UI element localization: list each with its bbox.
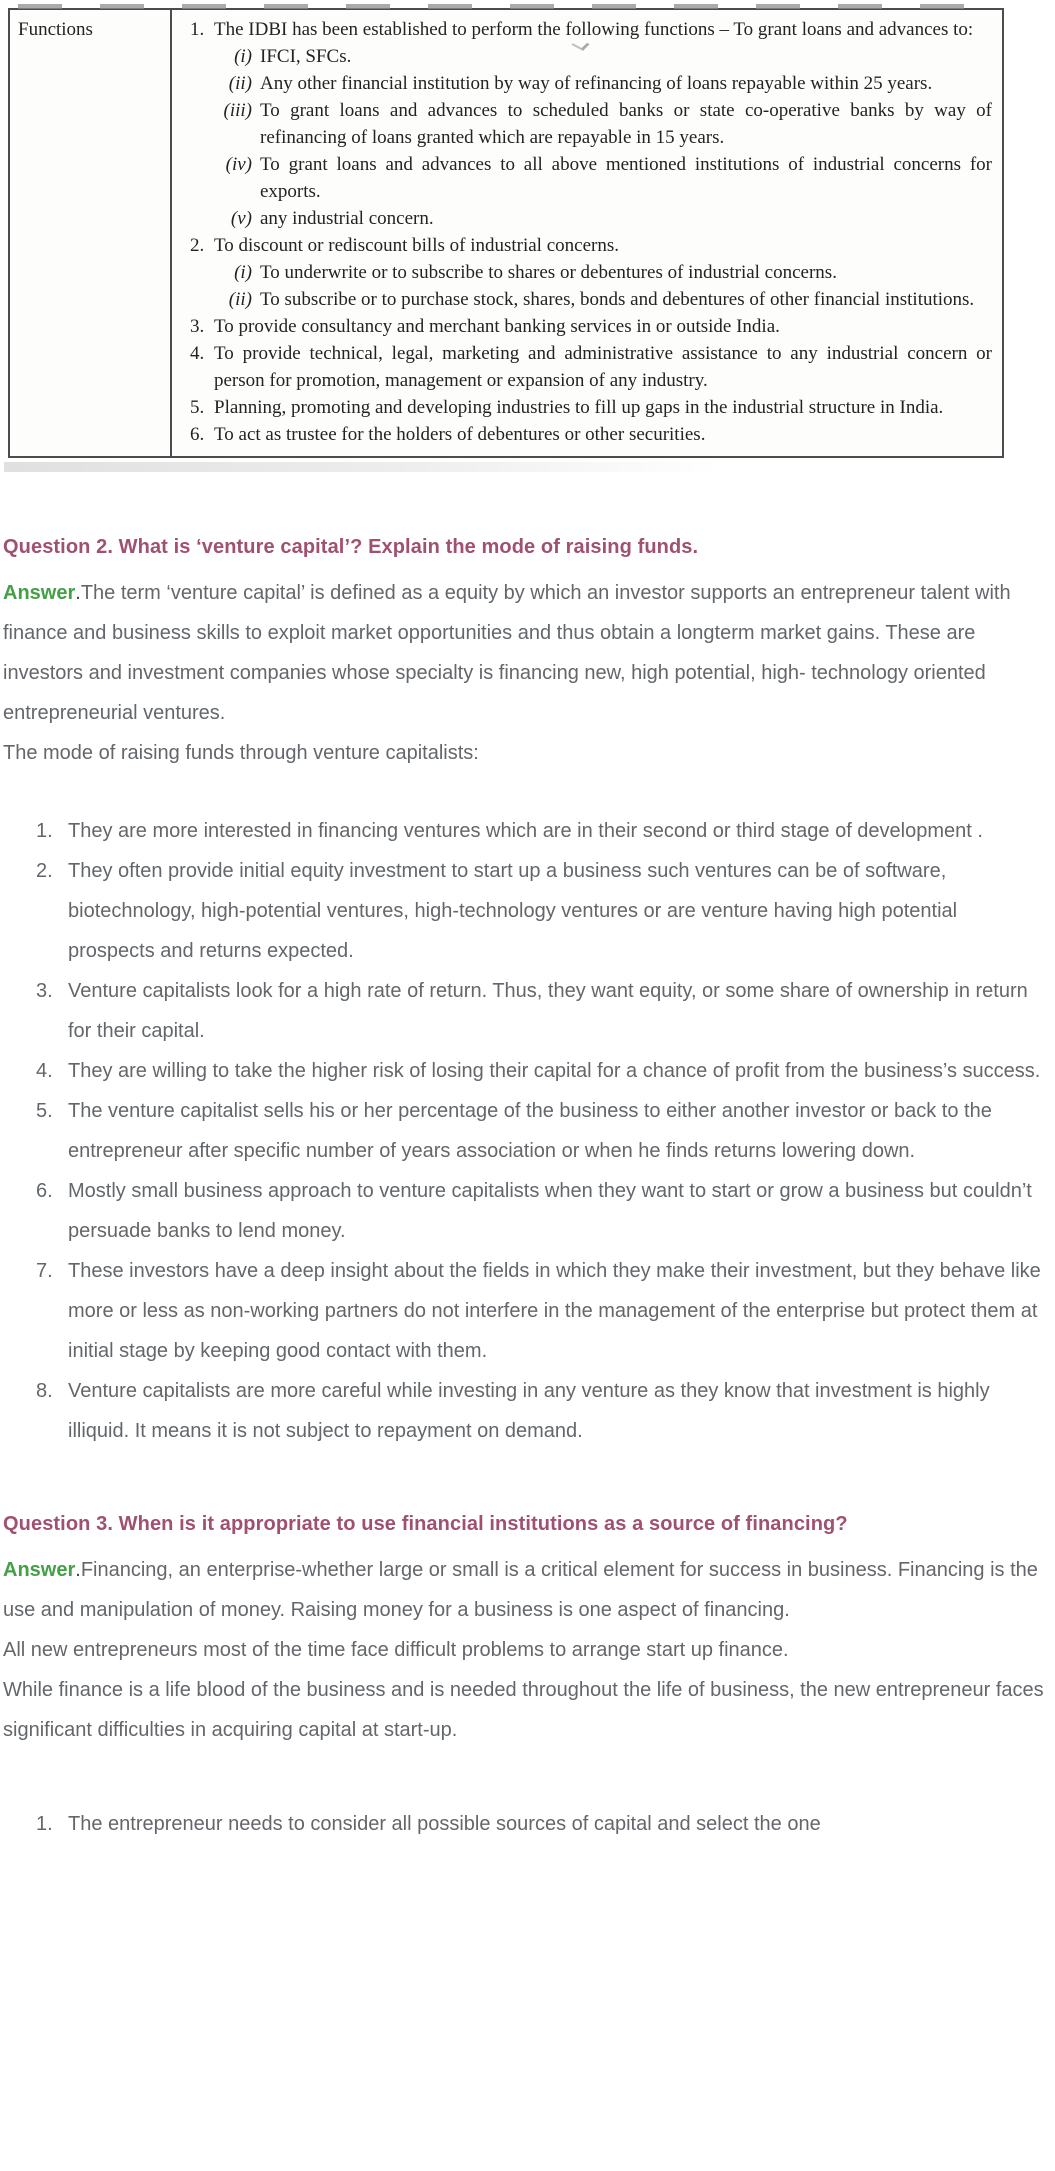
list-item-number: 8. xyxy=(36,1380,53,1402)
list-item-number: 2. xyxy=(36,860,53,882)
q2-answer-list xyxy=(3,811,1047,1451)
scan-item-number: 3. xyxy=(190,316,205,337)
scan-sub-text: any industrial concern. xyxy=(260,208,434,229)
functions-content-cell xyxy=(172,10,1002,456)
functions-header-label: Functions xyxy=(18,19,93,40)
list-item xyxy=(3,971,1047,1051)
list-item-text: Venture capitalists are more careful while investing in any venture as they know that investment is highly illiquid. It means it is not subject to repayment on demand. xyxy=(68,1380,990,1442)
scan-sub-item xyxy=(214,286,992,313)
list-item-text: They are more interested in financing ventures which are in their second or third stage of development . xyxy=(68,820,983,842)
scan-item-text: To act as trustee for the holders of debentures or other securities. xyxy=(214,424,706,445)
scan-list-item xyxy=(184,232,992,259)
question-3-heading: Question 3. When is it appropriate to use financial institutions as a source of financing? xyxy=(3,1513,848,1535)
scan-sub-text: To subscribe or to purchase stock, shares, bonds and debentures of other financial institutions. xyxy=(260,289,975,310)
scan-item-text: To provide technical, legal, marketing and administrative assistance to any industrial concern or person for promotion, management or expansion of any industry. xyxy=(214,343,992,391)
answer-label: Answer xyxy=(3,1559,76,1581)
q3-answer-paragraph xyxy=(3,1550,1047,1630)
scan-list-item xyxy=(184,394,992,421)
scan-list-item xyxy=(184,340,992,394)
scan-item-text: The IDBI has been established to perform the following functions – To grant loans and advances to: xyxy=(214,19,974,40)
q2-mode-line: The mode of raising funds through venture capitalists: xyxy=(3,742,479,764)
list-item-number: 5. xyxy=(36,1100,53,1122)
functions-header-cell xyxy=(10,10,172,456)
list-item-text: Venture capitalists look for a high rate of return. Thus, they want equity, or some share of ownership in return for their capital. xyxy=(68,980,1028,1042)
scan-sub-item xyxy=(214,151,992,205)
scan-item-number: 2. xyxy=(190,235,205,256)
list-item xyxy=(3,811,1047,851)
scan-sub-text: To grant loans and advances to all above mentioned institutions of industrial concerns for exports. xyxy=(260,154,992,202)
list-item-text: Mostly small business approach to venture capitalists when they want to start or grow a business but couldn’t persuade banks to lend money. xyxy=(68,1180,1032,1242)
article-body xyxy=(0,534,1055,1844)
list-item-number: 7. xyxy=(36,1260,53,1282)
list-item-text: The entrepreneur needs to consider all possible sources of capital and select the one xyxy=(68,1813,821,1835)
scan-item-text: To provide consultancy and merchant banking services in or outside India. xyxy=(214,316,780,337)
scan-item-number: 4. xyxy=(190,343,205,364)
list-item-number: 3. xyxy=(36,980,53,1002)
q3-answer-text: Financing, an enterprise-whether large or small is a critical element for success in business. Financing is the use and manipulation of money. Raising money for a business is one aspect of financing. xyxy=(3,1559,1038,1621)
question-2-heading: Question 2. What is ‘venture capital’? Explain the mode of raising funds. xyxy=(3,536,699,558)
scan-sub-text: To grant loans and advances to scheduled banks or state co-operative banks by way of refinancing of loans granted which are repayable in 15 years. xyxy=(260,100,992,148)
scan-sub-item xyxy=(214,259,992,286)
scan-item-text: Planning, promoting and developing industries to fill up gaps in the industrial structure in India. xyxy=(214,397,944,418)
scan-sub-item xyxy=(214,43,992,70)
scan-item-number: 5. xyxy=(190,397,205,418)
q3-paragraph-2: All new entrepreneurs most of the time face difficult problems to arrange start up finance. xyxy=(3,1639,789,1661)
scan-sub-item xyxy=(214,70,992,97)
list-item-number: 1. xyxy=(36,820,53,842)
scan-sub-marker: (ii) xyxy=(228,289,252,310)
scan-list-item xyxy=(184,16,992,43)
list-item-text: The venture capitalist sells his or her percentage of the business to either another investor or back to the entrepreneur after specific number of years association or when he finds returns lowering down. xyxy=(68,1100,992,1162)
idbi-functions-table xyxy=(8,8,1004,458)
answer-punct: . xyxy=(75,1559,81,1581)
answer-punct: . xyxy=(75,582,81,604)
answer-label: Answer xyxy=(3,582,76,604)
scan-sub-text: IFCI, SFCs. xyxy=(260,46,352,67)
list-item xyxy=(3,851,1047,971)
scan-list-item xyxy=(184,421,992,448)
scanned-table xyxy=(8,8,1004,472)
scan-sub-marker: (iii) xyxy=(223,100,252,121)
scan-item-number: 6. xyxy=(190,424,205,445)
scan-sub-item xyxy=(214,97,992,151)
scan-sub-marker: (i) xyxy=(234,262,252,283)
list-item xyxy=(3,1251,1047,1371)
scan-sub-marker: (iv) xyxy=(225,154,252,175)
list-item xyxy=(3,1091,1047,1171)
list-item-text: These investors have a deep insight about the fields in which they make their investment, but they behave like more or less as non-working partners do not interfere in the management of the enterprise but protect them at initial stage by keeping good contact with them. xyxy=(68,1260,1041,1362)
list-item xyxy=(3,1371,1047,1451)
scan-sub-item xyxy=(214,205,992,232)
scan-sub-text: Any other financial institution by way of refinancing of loans repayable within 25 years. xyxy=(260,73,933,94)
list-item-text: They often provide initial equity investment to start up a business such ventures can be of software, biotechnology, high-potential ventures, high-technology ventures or are venture having high potential prospects and returns expected. xyxy=(68,860,958,962)
list-item xyxy=(3,1051,1047,1091)
list-item xyxy=(3,1171,1047,1251)
list-item-number: 1. xyxy=(36,1813,53,1835)
scan-item-text: To discount or rediscount bills of industrial concerns. xyxy=(214,235,619,256)
scan-item-number: 1. xyxy=(190,19,205,40)
scan-shadow-artifact xyxy=(4,462,721,472)
list-item-number: 6. xyxy=(36,1180,53,1202)
q3-paragraph-3: While finance is a life blood of the business and is needed throughout the life of business, the new entrepreneur faces significant difficulties in acquiring capital at start-up. xyxy=(3,1679,1044,1741)
scan-sub-marker: (ii) xyxy=(228,73,252,94)
list-item-text: They are willing to take the higher risk of losing their capital for a chance of profit from the business’s success. xyxy=(68,1060,1041,1082)
scan-sub-marker: (v) xyxy=(230,208,252,229)
list-item xyxy=(3,1804,1047,1844)
q2-answer-paragraph xyxy=(3,573,1047,733)
q2-answer-text: The term ‘venture capital’ is defined as a equity by which an investor supports an entrepreneur talent with finance and business skills to exploit market opportunities and thus obtain a longterm market gains. These are investors and investment companies whose specialty is financing new, high potential, high- technology oriented entrepreneurial ventures. xyxy=(3,582,1011,724)
scan-artifact-dashes xyxy=(18,4,1002,9)
list-item-number: 4. xyxy=(36,1060,53,1082)
q3-answer-list xyxy=(3,1804,1047,1844)
scan-sub-marker: (i) xyxy=(234,46,252,67)
scan-list-item xyxy=(184,313,992,340)
scan-sub-text: To underwrite or to subscribe to shares or debentures of industrial concerns. xyxy=(260,262,837,283)
